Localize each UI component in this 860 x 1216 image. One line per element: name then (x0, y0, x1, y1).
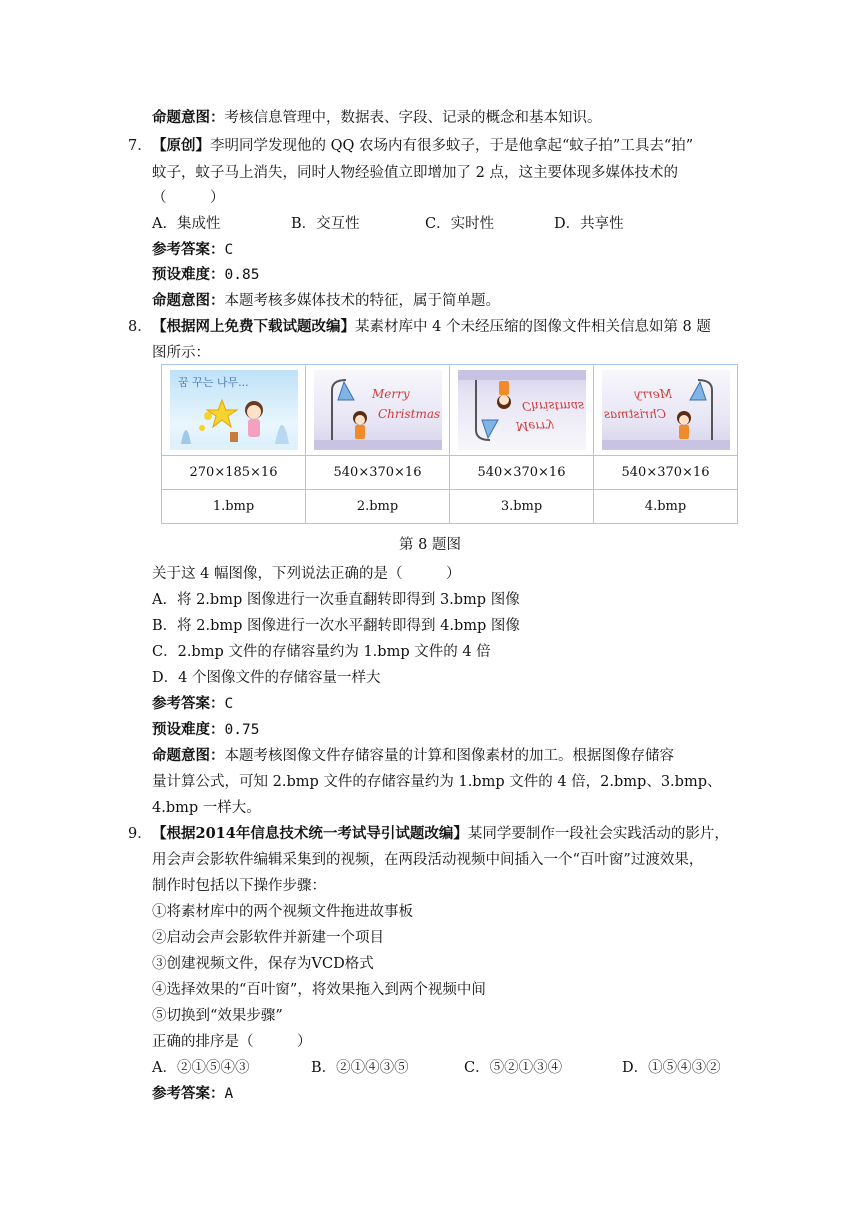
svg-text:Merry: Merry (633, 387, 672, 401)
question-9-step-1: ①将素材库中的两个视频文件拖进故事板 (152, 904, 413, 920)
question-7-difficulty (152, 265, 259, 285)
question-9-step-4: ④选择效果的“百叶窗”，将效果拖入到两个视频中间 (152, 982, 486, 998)
question-9-tag: 【根据2014年信息技术统一考试导引试题改编】 (152, 825, 468, 842)
svg-text:Christmas: Christmas (377, 407, 440, 421)
question-8-difficulty (152, 720, 259, 740)
svg-text:Merry: Merry (371, 387, 410, 401)
image-cell-2 (306, 365, 450, 456)
answer-value: C (224, 696, 234, 712)
question-9-option-a: A．②①⑤④③ (152, 1060, 250, 1076)
question-9-step-5: ⑤切换到“效果步骤” (152, 1008, 283, 1024)
thumbnail-4-image (602, 370, 730, 450)
question-9-option-b: B．②①④③⑤ (311, 1060, 409, 1076)
image-size-3: 540×370×16 (450, 456, 594, 490)
question-9-stem: 正确的排序是（ ） (152, 1034, 312, 1050)
question-9-step-3: ③创建视频文件，保存为VCD格式 (152, 956, 374, 972)
question-8-intent-2: 量计算公式，可知 2.bmp 文件的存储容量约为 1.bmp 文件的 4 倍，2.bmp、3.bmp、 (152, 774, 722, 790)
answer-label: 参考答案： (152, 241, 225, 258)
answer-value: C (224, 242, 234, 258)
question-9-number: 9． (128, 826, 152, 842)
image-cell-3 (450, 365, 594, 456)
figure-caption: 第 8 题图 (399, 537, 461, 553)
intent-label: 命题意图： (152, 747, 225, 764)
question-8-line-2: 图所示： (152, 345, 210, 361)
question-9-option-d: D．①⑤④③② (622, 1060, 721, 1076)
difficulty-label: 预设难度： (152, 721, 225, 738)
question-7-answer (152, 240, 233, 260)
svg-text:Merry: Merry (515, 419, 554, 433)
question-9-step-2: ②启动会声会影软件并新建一个项目 (152, 930, 384, 946)
question-7-line-2: 蚊子，蚊子马上消失，同时人物经验值立即增加了 2 点，这主要体现多媒体技术的 (152, 165, 678, 181)
question-8-option-b: B．将 2.bmp 图像进行一次水平翻转即得到 4.bmp 图像 (152, 618, 520, 634)
question-9-line-3: 制作时包括以下操作步骤： (152, 878, 326, 894)
thumbnail-3-image (458, 370, 586, 450)
difficulty-value: 0.75 (224, 722, 260, 738)
question-8-text-1: 某素材库中 4 个未经压缩的图像文件相关信息如第 8 题 (355, 319, 711, 335)
question-7-text-1: 李明同学发现他的 QQ 农场内有很多蚊子，于是他拿起“蚊子拍”工具去“拍” (210, 138, 694, 154)
intent-label: 命题意图： (152, 292, 225, 309)
intent-text-1: 本题考核图像文件存储容量的计算和图像素材的加工。根据图像存储容 (224, 748, 674, 764)
image-file-2: 2.bmp (306, 490, 450, 524)
answer-value: A (224, 1086, 234, 1102)
svg-text:꿈 꾸는 나무...: 꿈 꾸는 나무... (177, 376, 249, 389)
svg-text:Christmas: Christmas (603, 407, 666, 421)
thumbnail-2-image (314, 370, 442, 450)
image-cell-1 (162, 365, 306, 456)
image-file-1: 1.bmp (162, 490, 306, 524)
question-8-intent-3: 4.bmp 一样大。 (152, 800, 261, 816)
image-cell-4 (594, 365, 738, 456)
question-8-tag: 【根据网上免费下载试题改编】 (152, 318, 355, 335)
difficulty-value: 0.85 (224, 267, 260, 283)
question-9-text-1: 某同学要制作一段社会实践活动的影片， (467, 826, 729, 842)
question-8-line-1 (152, 317, 711, 337)
question-9-line-1 (152, 824, 729, 844)
question-7-number: 7． (128, 138, 152, 154)
question-9-line-2: 用会声会影软件编辑采集到的视频，在两段活动视频中间插入一个“百叶窗”过渡效果， (152, 852, 704, 868)
image-size-1: 270×185×16 (162, 456, 306, 490)
image-size-2: 540×370×16 (306, 456, 450, 490)
question-8-number: 8． (128, 319, 152, 335)
question-7-option-a: A．集成性 (152, 216, 221, 232)
intent-line (152, 108, 602, 128)
question-7-option-d: D．共享性 (554, 216, 624, 232)
question-7-tag: 【原创】 (152, 137, 210, 154)
answer-label: 参考答案： (152, 1085, 225, 1102)
question-8-option-c: C．2.bmp 文件的存储容量约为 1.bmp 文件的 4 倍 (152, 644, 491, 660)
difficulty-label: 预设难度： (152, 266, 225, 283)
question-7-line-1 (152, 136, 693, 156)
intent-label: 命题意图： (152, 109, 225, 126)
image-info-table (161, 364, 738, 524)
thumbnail-1-image (170, 370, 298, 450)
question-7-line-3: （ ） (152, 190, 225, 206)
answer-label: 参考答案： (152, 695, 225, 712)
question-9-answer (152, 1084, 233, 1104)
svg-text:Christmas: Christmas (521, 399, 584, 413)
question-7-option-b: B．交互性 (291, 216, 360, 232)
question-8-answer (152, 694, 233, 714)
question-8-option-a: A．将 2.bmp 图像进行一次垂直翻转即得到 3.bmp 图像 (152, 592, 520, 608)
question-7-intent (152, 291, 500, 311)
question-8-intent-1 (152, 746, 674, 766)
question-8-stem: 关于这 4 幅图像，下列说法正确的是（ ） (152, 566, 461, 582)
image-size-4: 540×370×16 (594, 456, 738, 490)
question-9-option-c: C．⑤②①③④ (464, 1060, 563, 1076)
question-7-option-c: C．实时性 (425, 216, 495, 232)
image-file-4: 4.bmp (594, 490, 738, 524)
image-file-3: 3.bmp (450, 490, 594, 524)
intent-text: 考核信息管理中，数据表、字段、记录的概念和基本知识。 (224, 110, 602, 126)
intent-text: 本题考核多媒体技术的特征，属于简单题。 (224, 293, 500, 309)
question-8-option-d: D．4 个图像文件的存储容量一样大 (152, 670, 381, 686)
